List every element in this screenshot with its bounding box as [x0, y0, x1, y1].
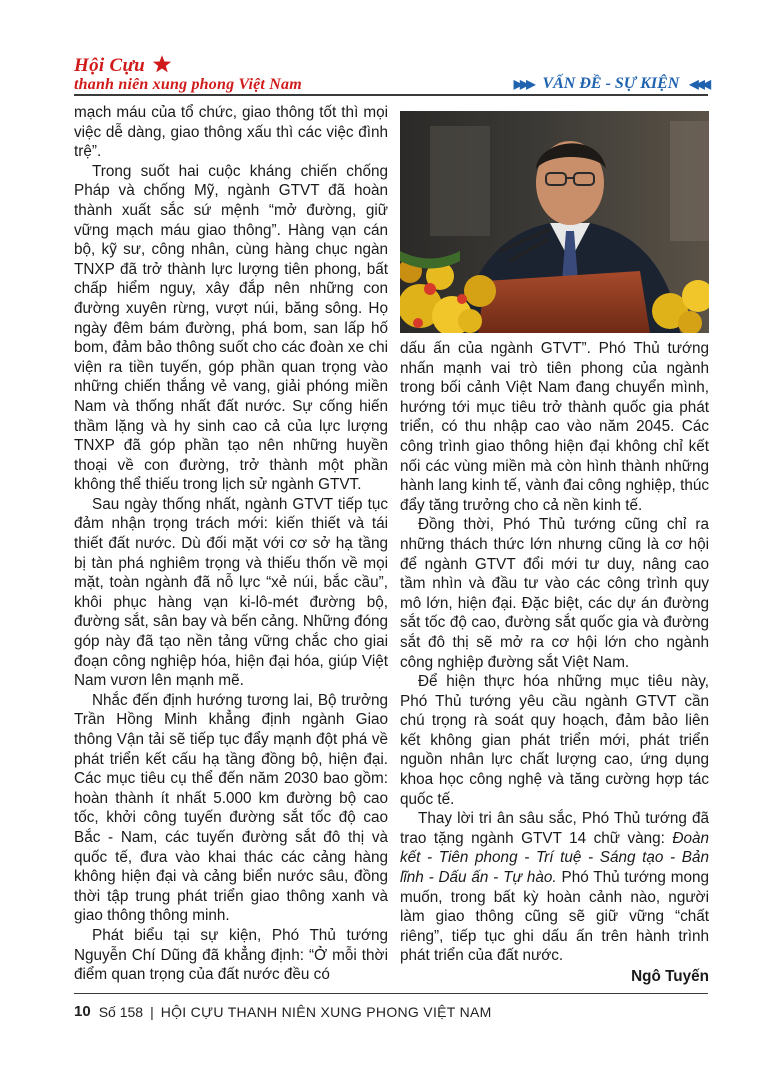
- issue-number: Số 158: [98, 1003, 144, 1020]
- chevrons-left-icon: ◀◀◀: [689, 76, 708, 91]
- paragraph: dấu ấn của ngành GTVT”. Phó Thủ tướng nhấn mạnh vai trò tiên phong của ngành trong bối cảnh Việt Nam đang chuyển mình, hướng tới mục tiêu trở thành quốc gia phát triển, có thu nhập cao vào năm 2045. Các công trình giao thông hiện đại không chỉ kết nối các vùng miền mà còn hình thành những hành lang kinh tế, vành đai công nghiệp, thúc đẩy tăng trưởng cho cả nền kinh tế.: [400, 340, 709, 514]
- article-left-column: [74, 103, 388, 985]
- masthead: [74, 54, 374, 93]
- fourteen-golden-words: Đoàn kết - Tiên phong - Trí tuệ - Sáng tạo - Bản lĩnh - Dấu ấn - Tự hào.: [400, 829, 709, 887]
- paragraph: Trong suốt hai cuộc kháng chiến chống Pháp và chống Mỹ, ngành GTVT đã hoàn thành xuất sắc sứ mệnh “mở đường, giữ vững mạch máu giao thông”. Hàng vạn cán bộ, kỹ sư, công nhân, cùng hàng chục ngàn TNXP đã trở thành lực lượng tiên phong, bất chấp hiểm nguy, xây đắp nên những con đường xuyên rừng, vượt núi, băng sông. Họ ngày đêm bám đường, phá bom, san lấp hố bom, đảm bảo thông suốt cho các đoàn xe chi viện ra tiền tuyến, góp phần quan trọng vào những chiến thắng vẻ vang, giải phóng miền Nam và thống nhất đất nước. Sự cống hiến thầm lặng và hy sinh cao cả của lực lượng TNXP đã góp phần tạo nên những huyền thoại về con đường, trở thành một phần không thể thiếu trong lịch sử ngành GTVT.: [74, 162, 388, 494]
- author-byline: Ngô Tuyến: [631, 968, 709, 985]
- header-rule: [74, 94, 708, 96]
- section-label: VẤN ĐỀ - SỰ KIỆN: [542, 75, 680, 92]
- publication-name: HỘI CỰU THANH NIÊN XUNG PHONG VIỆT NAM: [160, 1003, 492, 1020]
- paragraph: Sau ngày thống nhất, ngành GTVT tiếp tục đảm nhận trọng trách mới: kiến thiết và tái thiết đất nước. Dù đối mặt với cơ sở hạ tầng bị tàn phá nghiêm trọng và thiếu thốn về mọi mặt, toàn ngành đã nỗ lực “xẻ núi, bắc cầu”, khôi phục hàng vạn ki-lô-mét đường bộ, đường sắt, sân bay và bến cảng. Những đóng góp này đã tạo nền tảng vững chắc cho giai đoạn công nghiệp hóa, hiện đại hóa, giúp Việt Nam vươn lên mạnh mẽ.: [74, 495, 388, 690]
- footer-rule: [74, 993, 708, 994]
- page-footer: [74, 1003, 492, 1020]
- paragraph: mạch máu của tổ chức, giao thông tốt thì mọi việc dễ dàng, giao thông xấu thì các việc đình trệ”.: [74, 104, 388, 161]
- masthead-title-line2: thanh niên xung phong Việt Nam: [74, 76, 302, 93]
- speaker-photo-illustration: [400, 111, 709, 333]
- paragraph: Đồng thời, Phó Thủ tướng cũng chỉ ra những thách thức lớn nhưng cũng là cơ hội để ngành GTVT đổi mới tư duy, nâng cao tầm nhìn và đầu tư vào các công trình quy mô lớn, hiện đại. Đặc biệt, các dự án đường sắt tốc độ cao, đường sắt quốc gia và đường sắt đô thị sẽ mở ra cơ hội lớn cho ngành công nghiệp đường sắt Việt Nam.: [400, 516, 709, 671]
- masthead-title-line1: Hội Cựu: [74, 55, 146, 76]
- footer-separator: |: [150, 1003, 154, 1020]
- section-tag: [514, 75, 708, 93]
- paragraph-rest: Phó Thủ tướng mong muốn, trong bất kỳ hoàn cảnh nào, người làm giao thông cũng sẽ giữ vững “chất riêng”, tiếp tục ghi dấu ấn trên hành trình phát triển của đất nước.: [400, 869, 709, 965]
- star-icon: [152, 54, 172, 74]
- paragraph: [400, 809, 709, 966]
- paragraph: Để hiện thực hóa những mục tiêu này, Phó Thủ tướng yêu cầu ngành GTVT cần chú trọng rà soát quy hoạch, đảm bảo liên kết không gian phát triển mới, phát triển nguồn nhân lực chất lượng cao, ứng dụng khoa học công nghệ và tăng cường hợp tác quốc tế.: [400, 673, 709, 808]
- paragraph: Nhắc đến định hướng tương lai, Bộ trưởng Trần Hồng Minh khẳng định ngành Giao thông Vận tải sẽ tiếp tục đẩy mạnh đột phá về phát triển kết cấu hạ tầng đồng bộ, hiện đại. Các mục tiêu cụ thể đến năm 2030 bao gồm: hoàn thành ít nhất 5.000 km đường bộ cao tốc, khởi công tuyến đường sắt tốc độ cao Bắc - Nam, các tuyến đường sắt đô thị và quốc tế, đưa vào khai thác các cảng hàng không hiện đại và cảng biển nước sâu, đồng thời tập trung phát triển giao thông xanh và giao thông thông minh.: [74, 691, 388, 925]
- article-right-column: [400, 339, 709, 987]
- chevrons-right-icon: ▶▶▶: [513, 76, 533, 91]
- page-number: 10: [74, 1003, 91, 1020]
- paragraph: Phát biểu tại sự kiện, Phó Thủ tướng Nguyễn Chí Dũng đã khẳng định: “Ở mỗi thời điểm quan trọng của đất nước đều có: [74, 926, 388, 984]
- paragraph-intro: Thay lời tri ân sâu sắc, Phó Thủ tướng đã trao tặng ngành GTVT 14 chữ vàng:: [400, 810, 709, 847]
- article-photo: [400, 111, 709, 333]
